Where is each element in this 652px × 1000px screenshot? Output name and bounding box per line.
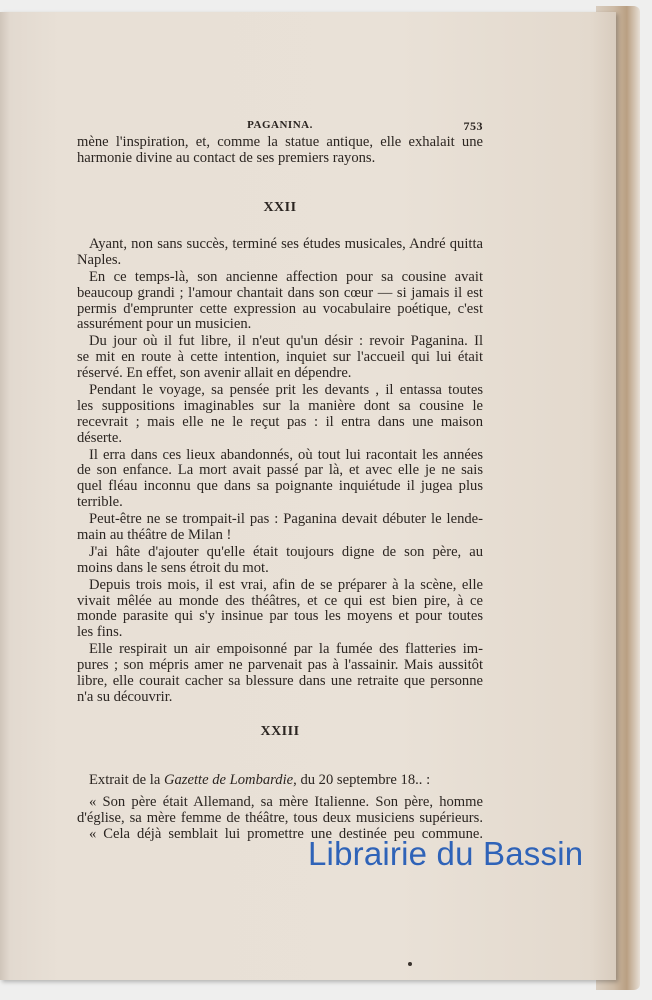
text-line: n'a su découvrir. xyxy=(77,688,173,705)
text-line: main au théâtre de Milan ! xyxy=(77,527,232,544)
text-line: beaucoup grandi ; l'amour chantait dans son cœur — si jamais il est xyxy=(77,284,483,301)
paragraph xyxy=(77,237,483,269)
text-line: Elle respirait un air empoisonné par la fumée des flatteries im- xyxy=(89,641,483,658)
watermark: Librairie du Bassin xyxy=(308,835,584,872)
paragraph xyxy=(77,512,483,544)
text-line: de son enfance. La mort avait passé par là, et avec elle je ne sais xyxy=(77,462,483,479)
text-line: déserte. xyxy=(77,429,122,446)
text-line: Pendant le voyage, sa pensée prit les devants , il entassa toutes xyxy=(89,382,483,399)
text-line: « Son père était Allemand, sa mère Italienne. Son père, homme xyxy=(89,794,483,810)
text-line: vivait mêlée au monde des théâtres, et ce qui est bien pire, à ce xyxy=(77,592,483,609)
text-line: assurément pour un musicien. xyxy=(77,316,252,333)
text-line: les fins. xyxy=(77,624,123,641)
intro-after: , du 20 septembre 18.. : xyxy=(293,772,431,788)
text-line: les suppositions imaginables sur la manière dont sa cousine le xyxy=(77,397,483,414)
intro-gazette-title: Gazette de Lombardie xyxy=(163,772,294,788)
text-line: Naples. xyxy=(77,251,122,268)
paragraph xyxy=(77,578,483,642)
text-line: d'église, sa mère femme de théâtre, tous deux musiciens supérieurs. xyxy=(77,809,483,826)
text-line: J'ai hâte d'ajouter qu'elle était toujours digne de son père, au xyxy=(89,543,483,560)
text-line: se mit en route à cette intention, inquiet sur l'accueil qui lui était xyxy=(77,349,483,366)
gazette-intro xyxy=(89,772,430,789)
text-line: harmonie divine au contact de ses premiers rayons. xyxy=(77,149,376,166)
text-line: quel fléau inconnu que dans sa poignante inquiétude il jugea plus xyxy=(77,478,483,495)
text-line: libre, elle courait cacher sa blessure dans une retraite que personne xyxy=(77,673,483,690)
text-line: En ce temps-là, son ancienne affection pour sa cousine avait xyxy=(89,268,483,285)
signature-mark xyxy=(408,962,412,966)
paragraph xyxy=(77,383,483,447)
paragraph xyxy=(77,642,483,706)
chapter-heading-xxii: XXII xyxy=(263,200,297,215)
text-line: mène l'inspiration, et, comme la statue antique, elle exhalait une xyxy=(77,134,483,150)
text-line: Ayant, non sans succès, terminé ses études musicales, André quitta xyxy=(89,236,483,252)
paragraph xyxy=(77,448,483,512)
text-line: Il erra dans ces lieux abandonnés, où tout lui racontait les années xyxy=(89,446,483,463)
page-number: 753 xyxy=(463,119,483,133)
chapter-xxii-body xyxy=(77,237,483,707)
text-line: Du jour où il fut libre, il n'eut qu'un désir : revoir Paganina. Il xyxy=(89,333,483,350)
text-line: pures ; son mépris amer ne parvenait pas à l'assainir. Mais aussitôt xyxy=(77,657,483,674)
text-line: « Cela déjà semblait lui promettre une destinée peu commune. xyxy=(89,825,483,842)
running-head xyxy=(77,119,483,135)
text-line: recevrait ; mais elle ne le reçut pas : il entra dans une maison xyxy=(77,413,483,430)
chapter-heading-xxiii: XXIII xyxy=(260,724,300,739)
paragraph xyxy=(77,545,483,577)
text-line: monde parasite qui s'y insinue par tous les moyens et pour toutes xyxy=(77,608,483,625)
text-line: permis d'emprunter cette expression au vocabulaire poétique, c'est xyxy=(77,300,483,317)
text-line: moins dans le sens étroit du mot. xyxy=(77,559,269,576)
paragraph xyxy=(77,334,483,382)
text-line: Peut-être ne se trompait-il pas : Paganina devait débuter le lende- xyxy=(89,511,483,528)
paragraph xyxy=(77,270,483,334)
text-line: terrible. xyxy=(77,494,123,511)
running-title: PAGANINA. xyxy=(247,119,313,131)
text-line: réservé. En effet, son avenir allait en dépendre. xyxy=(77,365,352,382)
text-line: Depuis trois mois, il est vrai, afin de se préparer à la scène, elle xyxy=(89,576,483,593)
continuation-paragraph xyxy=(77,135,483,167)
intro-before: Extrait de la xyxy=(89,772,164,788)
